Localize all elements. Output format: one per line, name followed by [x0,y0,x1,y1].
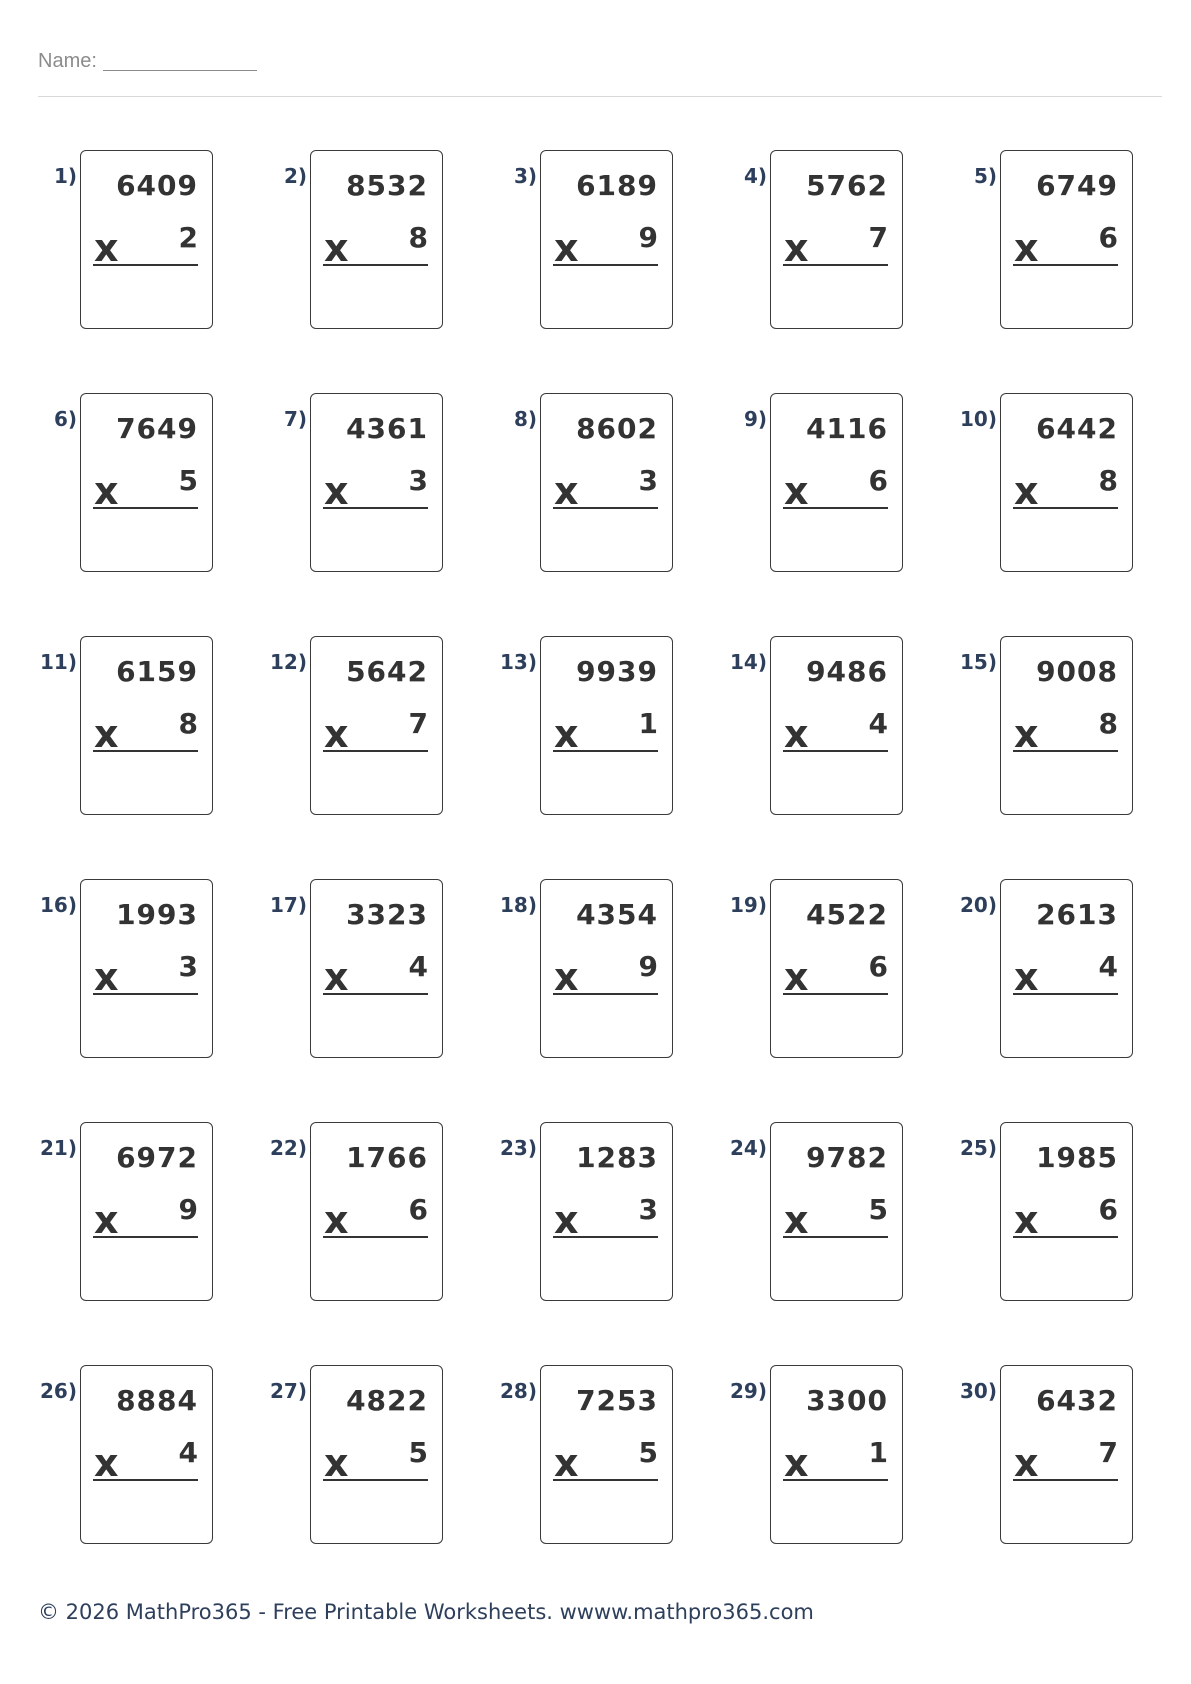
multiply-sign-icon: x [1014,226,1039,270]
multiplicand: 6749 [1036,169,1118,202]
multiplier: 6 [868,464,888,497]
multiplier: 5 [638,1436,658,1469]
multiplicand: 8602 [576,412,658,445]
answer-line[interactable] [93,993,198,995]
multiply-sign-icon: x [554,712,579,756]
multiplier: 4 [1098,950,1118,983]
multiplicand: 3323 [346,898,428,931]
multiply-sign-icon: x [554,469,579,513]
multiply-sign-icon: x [94,1441,119,1485]
multiplier: 8 [1098,464,1118,497]
multiplicand: 8884 [116,1384,198,1417]
problem-card [540,150,673,329]
multiply-sign-icon: x [94,955,119,999]
multiplicand: 9782 [806,1141,888,1174]
multiply-sign-icon: x [784,712,809,756]
multiplier: 9 [638,221,658,254]
problem-item [958,1122,1178,1312]
problem-item [38,879,258,1069]
multiplier: 1 [868,1436,888,1469]
answer-line[interactable] [1013,1236,1118,1238]
answer-line[interactable] [783,507,888,509]
problem-number: 13) [500,650,537,674]
problem-card [540,636,673,815]
multiply-sign-icon: x [94,226,119,270]
problem-item [268,150,488,340]
answer-line[interactable] [783,993,888,995]
problem-item [958,393,1178,583]
multiply-sign-icon: x [554,1198,579,1242]
answer-line[interactable] [783,750,888,752]
multiplier: 3 [638,1193,658,1226]
multiplicand: 4116 [806,412,888,445]
multiplicand: 6409 [116,169,198,202]
problem-number: 7) [283,407,307,431]
multiplier: 7 [868,221,888,254]
answer-line[interactable] [93,1479,198,1481]
problem-item [958,150,1178,340]
answer-line[interactable] [783,1236,888,1238]
problem-item [38,1122,258,1312]
problem-number: 17) [270,893,307,917]
problem-item [498,636,718,826]
problem-item [38,150,258,340]
problem-item [498,150,718,340]
problem-card [1000,150,1133,329]
multiply-sign-icon: x [554,226,579,270]
problem-card [1000,1122,1133,1301]
problem-card [770,1122,903,1301]
answer-line[interactable] [323,750,428,752]
problem-card [1000,879,1133,1058]
problem-item [958,879,1178,1069]
problem-card [540,879,673,1058]
answer-line[interactable] [93,1236,198,1238]
multiplier: 8 [178,707,198,740]
name-label: Name: [38,50,97,72]
problem-number: 22) [270,1136,307,1160]
multiply-sign-icon: x [784,469,809,513]
multiplicand: 9486 [806,655,888,688]
problem-number: 16) [40,893,77,917]
problem-item [498,1365,718,1555]
multiplier: 7 [408,707,428,740]
answer-line[interactable] [553,1479,658,1481]
multiplicand: 6432 [1036,1384,1118,1417]
problem-number: 23) [500,1136,537,1160]
multiplicand: 9939 [576,655,658,688]
multiplier: 6 [868,950,888,983]
multiplicand: 6189 [576,169,658,202]
multiply-sign-icon: x [554,1441,579,1485]
multiplicand: 4522 [806,898,888,931]
problem-number: 29) [730,1379,767,1403]
multiplicand: 4354 [576,898,658,931]
multiplier: 6 [408,1193,428,1226]
problem-item [728,1365,948,1555]
problem-card [540,1365,673,1544]
problem-item [268,879,488,1069]
multiplier: 5 [408,1436,428,1469]
multiplier: 6 [1098,221,1118,254]
answer-line[interactable] [1013,993,1118,995]
problem-card [540,393,673,572]
problem-number: 3) [513,164,537,188]
answer-line[interactable] [553,507,658,509]
answer-line[interactable] [1013,507,1118,509]
multiplicand: 5762 [806,169,888,202]
problem-item [38,1365,258,1555]
multiplicand: 1766 [346,1141,428,1174]
problem-item [728,150,948,340]
problem-item [728,636,948,826]
answer-line[interactable] [553,750,658,752]
problem-card [770,636,903,815]
problem-item [268,636,488,826]
problem-number: 8) [513,407,537,431]
problem-item [728,879,948,1069]
multiply-sign-icon: x [324,469,349,513]
multiplicand: 4361 [346,412,428,445]
answer-line[interactable] [323,1479,428,1481]
multiplicand: 2613 [1036,898,1118,931]
problem-item [268,1122,488,1312]
problem-number: 9) [743,407,767,431]
problem-number: 21) [40,1136,77,1160]
multiplier: 9 [178,1193,198,1226]
problem-card [80,150,213,329]
answer-line[interactable] [1013,1479,1118,1481]
problem-card [770,393,903,572]
multiply-sign-icon: x [1014,1198,1039,1242]
problem-number: 26) [40,1379,77,1403]
multiplier: 3 [178,950,198,983]
answer-line[interactable] [553,1236,658,1238]
answer-line[interactable] [323,1236,428,1238]
multiplier: 4 [868,707,888,740]
answer-line[interactable] [783,1479,888,1481]
answer-line[interactable] [93,507,198,509]
problem-card [770,879,903,1058]
problem-card [80,636,213,815]
problem-card [310,1365,443,1544]
multiplier: 5 [178,464,198,497]
multiplier: 4 [178,1436,198,1469]
multiply-sign-icon: x [784,1441,809,1485]
problem-number: 1) [53,164,77,188]
answer-line[interactable] [93,264,198,266]
answer-line[interactable] [323,993,428,995]
problem-card [770,1365,903,1544]
answer-line[interactable] [783,264,888,266]
multiplicand: 7253 [576,1384,658,1417]
multiply-sign-icon: x [324,1441,349,1485]
problem-item [268,1365,488,1555]
problem-card [1000,1365,1133,1544]
multiply-sign-icon: x [324,955,349,999]
multiply-sign-icon: x [94,712,119,756]
multiplier: 3 [408,464,428,497]
multiply-sign-icon: x [554,955,579,999]
footer-copyright: © 2026 MathPro365 - Free Printable Worksheets. wwww.mathpro365.com [38,1600,814,1624]
multiplicand: 3300 [806,1384,888,1417]
multiplicand: 6972 [116,1141,198,1174]
problem-number: 19) [730,893,767,917]
multiplier: 2 [178,221,198,254]
multiplier: 9 [638,950,658,983]
multiplicand: 1283 [576,1141,658,1174]
multiply-sign-icon: x [1014,955,1039,999]
problem-card [80,1365,213,1544]
problem-card [310,1122,443,1301]
multiply-sign-icon: x [784,955,809,999]
problem-number: 28) [500,1379,537,1403]
multiplier: 7 [1098,1436,1118,1469]
multiplier: 3 [638,464,658,497]
answer-line[interactable] [553,993,658,995]
multiply-sign-icon: x [324,1198,349,1242]
problem-item [958,1365,1178,1555]
problem-card [310,393,443,572]
multiplicand: 6159 [116,655,198,688]
problem-item [498,1122,718,1312]
multiplier: 8 [1098,707,1118,740]
problem-number: 6) [53,407,77,431]
answer-line[interactable] [1013,750,1118,752]
problem-number: 4) [743,164,767,188]
problem-number: 27) [270,1379,307,1403]
problem-item [498,879,718,1069]
multiply-sign-icon: x [784,1198,809,1242]
problem-number: 18) [500,893,537,917]
problem-number: 12) [270,650,307,674]
problem-number: 25) [960,1136,997,1160]
multiply-sign-icon: x [94,469,119,513]
multiplicand: 4822 [346,1384,428,1417]
answer-line[interactable] [553,264,658,266]
problem-card [770,150,903,329]
problem-number: 11) [40,650,77,674]
problem-card [80,393,213,572]
problem-number: 20) [960,893,997,917]
problem-number: 10) [960,407,997,431]
problem-card [1000,636,1133,815]
multiply-sign-icon: x [1014,469,1039,513]
problem-card [310,879,443,1058]
multiplier: 6 [1098,1193,1118,1226]
multiplicand: 6442 [1036,412,1118,445]
multiplicand: 7649 [116,412,198,445]
problem-card [310,636,443,815]
problem-item [498,393,718,583]
problem-item [958,636,1178,826]
multiplicand: 9008 [1036,655,1118,688]
problem-item [38,393,258,583]
answer-line[interactable] [323,507,428,509]
problem-card [1000,393,1133,572]
problem-number: 24) [730,1136,767,1160]
problem-card [80,1122,213,1301]
multiply-sign-icon: x [94,1198,119,1242]
multiplicand: 5642 [346,655,428,688]
answer-line[interactable] [323,264,428,266]
problem-number: 5) [973,164,997,188]
problem-card [80,879,213,1058]
multiply-sign-icon: x [1014,712,1039,756]
answer-line[interactable] [93,750,198,752]
multiplier: 4 [408,950,428,983]
multiplicand: 1993 [116,898,198,931]
problem-item [268,393,488,583]
problem-item [728,1122,948,1312]
multiplier: 1 [638,707,658,740]
problem-number: 14) [730,650,767,674]
problem-number: 2) [283,164,307,188]
problem-number: 15) [960,650,997,674]
answer-line[interactable] [1013,264,1118,266]
multiply-sign-icon: x [324,712,349,756]
multiplier: 5 [868,1193,888,1226]
problem-item [38,636,258,826]
problem-item [728,393,948,583]
problem-card [540,1122,673,1301]
multiply-sign-icon: x [324,226,349,270]
problem-number: 30) [960,1379,997,1403]
multiplicand: 8532 [346,169,428,202]
multiplier: 8 [408,221,428,254]
multiplicand: 1985 [1036,1141,1118,1174]
problem-card [310,150,443,329]
multiply-sign-icon: x [1014,1441,1039,1485]
multiply-sign-icon: x [784,226,809,270]
